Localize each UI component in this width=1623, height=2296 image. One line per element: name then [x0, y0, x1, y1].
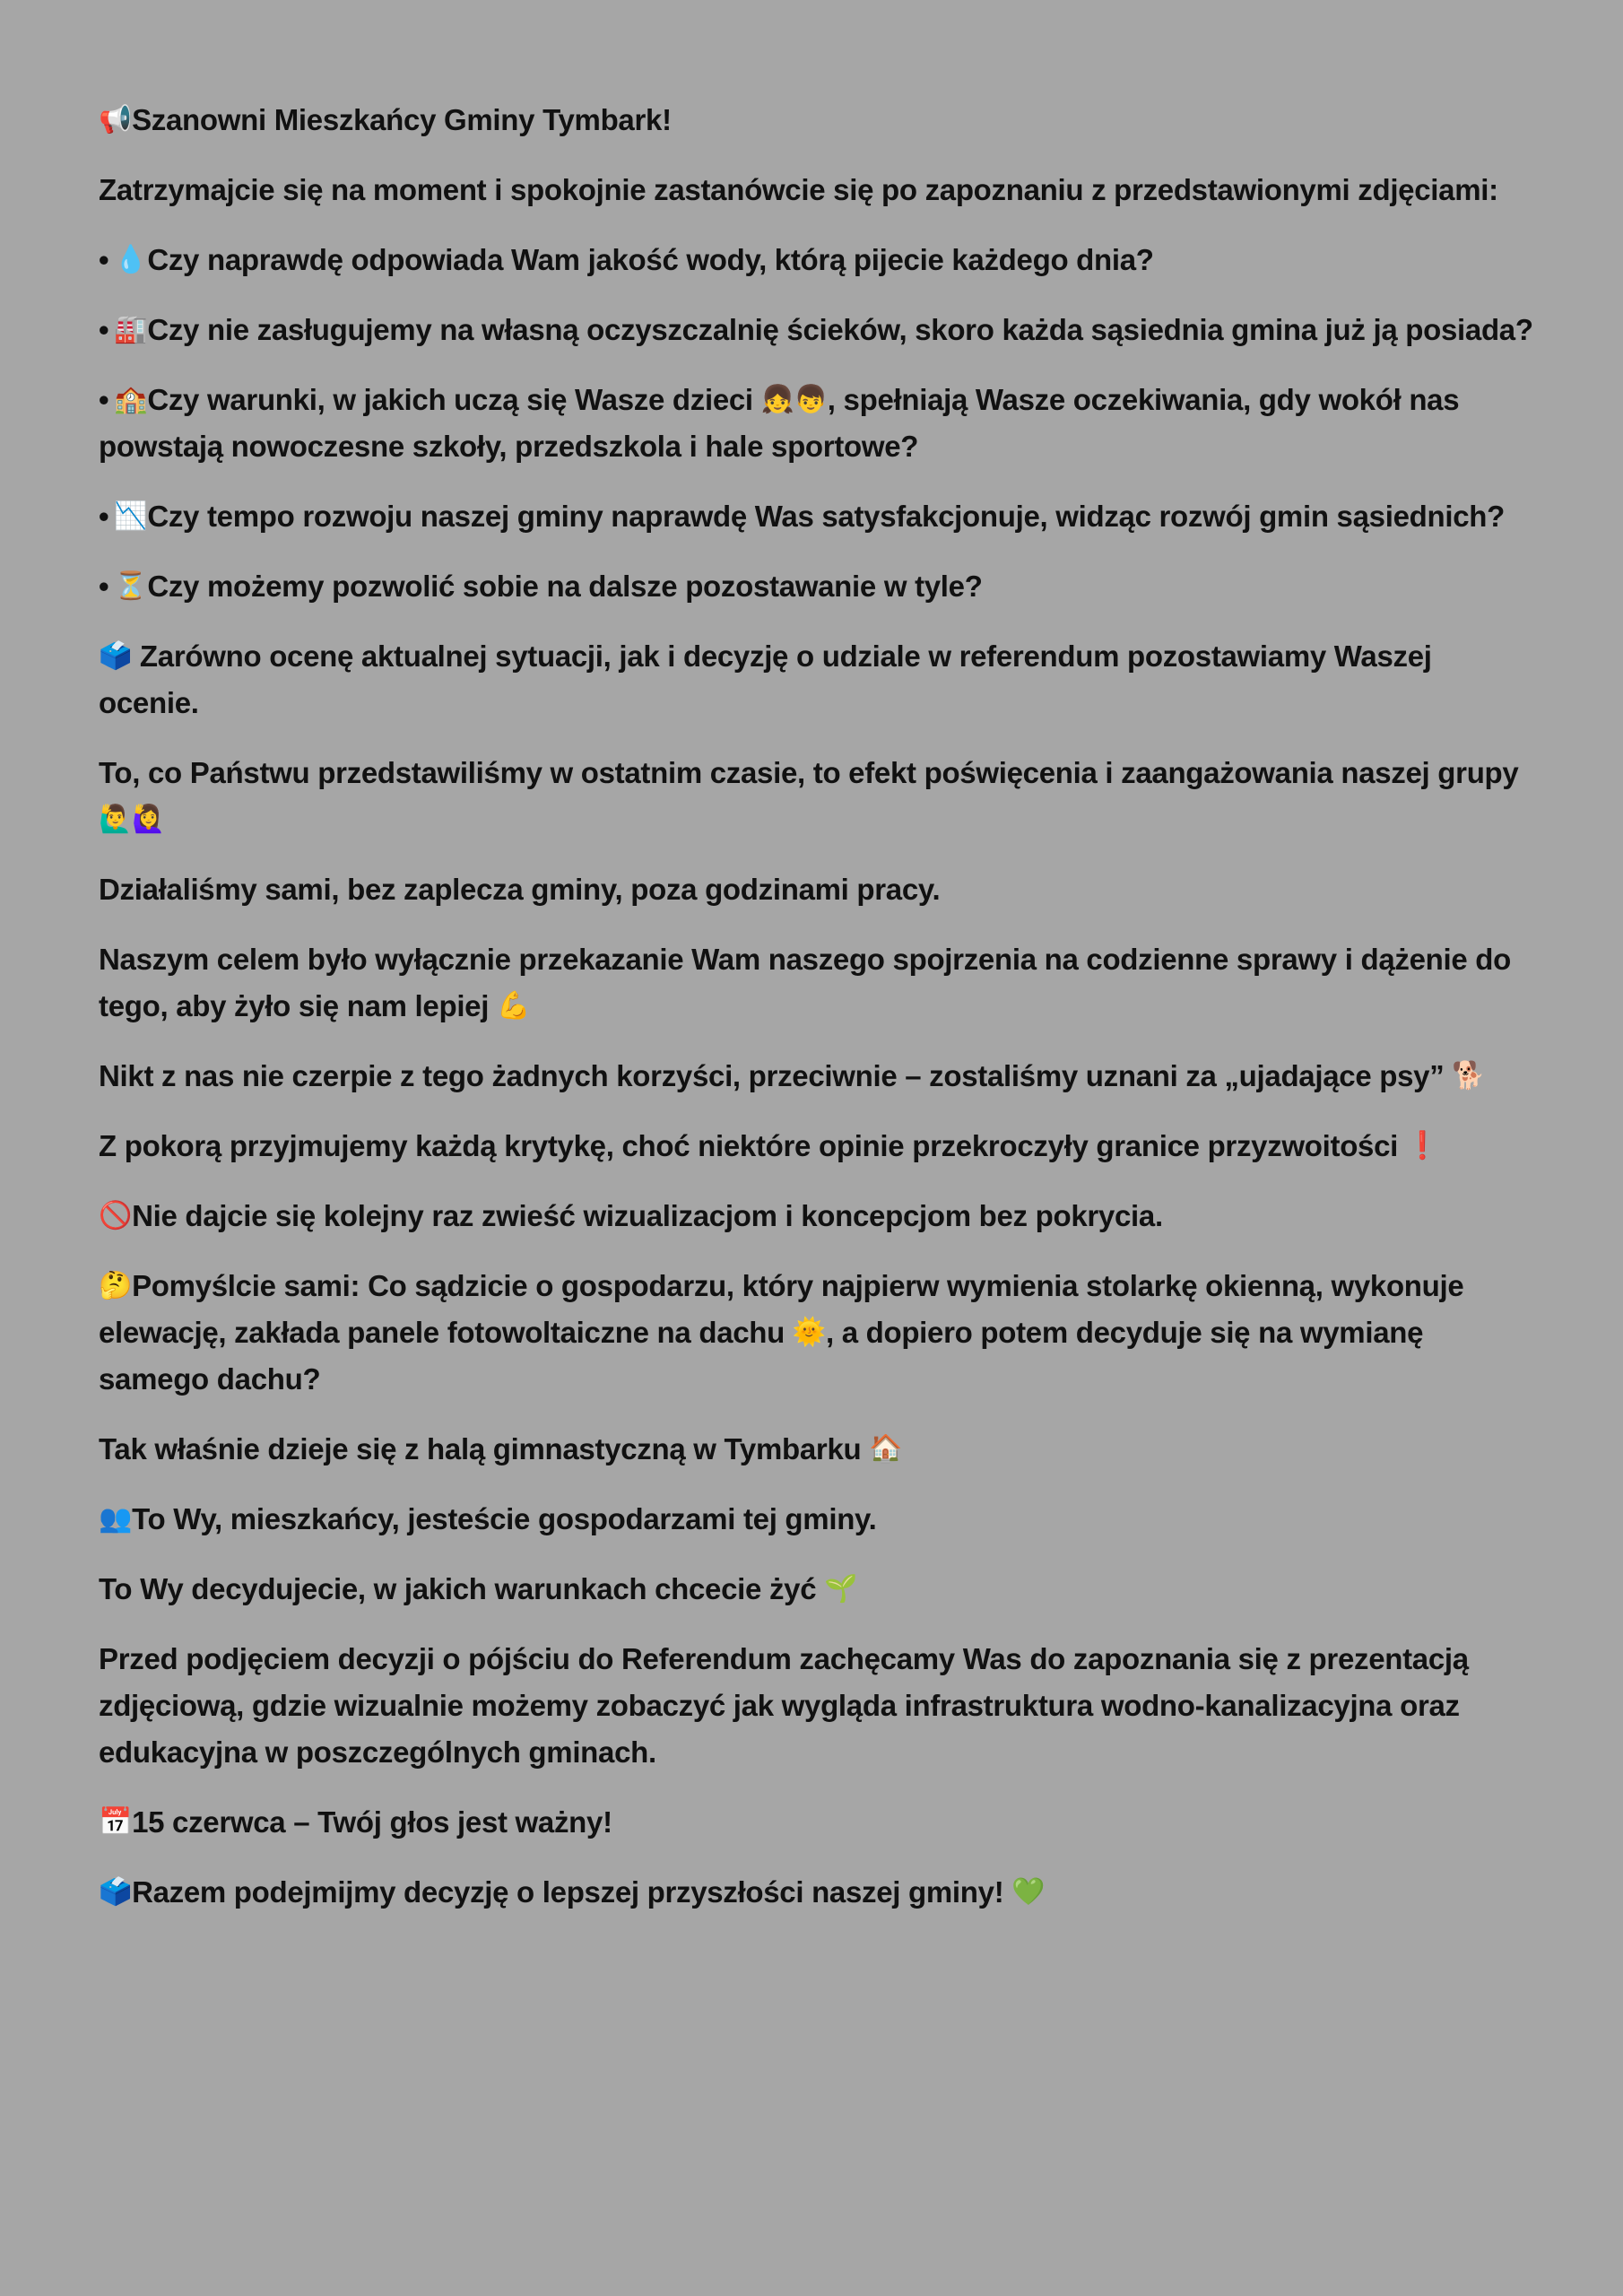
paragraph-text: To, co Państwu przedstawiliśmy w ostatnim czasie, to efekt poświęcenia i zaangażowania naszej grupy [99, 756, 1519, 789]
paragraph-text: To Wy decydujecie, w jakich warunkach chcecie żyć [99, 1572, 825, 1605]
question-text: Czy warunki, w jakich uczą się Wasze dzieci [147, 383, 761, 416]
calendar-icon: 📅 [99, 1806, 133, 1838]
bullet-marker: • [99, 383, 109, 416]
chart-decreasing-icon: 📉 [114, 500, 148, 532]
question-falling-behind [99, 563, 1533, 610]
paragraph-text-continued: , a dopiero potem decyduje się na wymianę samego dachu? [99, 1316, 1424, 1396]
question-water [99, 237, 1533, 283]
paragraph-text: Tak właśnie dzieje się z halą gimnastyczną w Tymbarku [99, 1432, 870, 1465]
children-icon: 👧👦 [760, 384, 828, 415]
question-text: Czy nie zasługujemy na własną oczyszczalnię ścieków, skoro każda sąsiednia gmina już ją posiada? [147, 313, 1533, 346]
question-schools [99, 377, 1533, 470]
megaphone-icon: 📢 [99, 104, 133, 135]
hourglass-icon: ⏳ [114, 570, 148, 602]
people-silhouette-icon: 👥 [99, 1503, 133, 1535]
paragraph-think [99, 1263, 1533, 1403]
paragraph-text: 15 czerwca – Twój głos jest ważny! [132, 1805, 612, 1839]
question-text: Czy naprawdę odpowiada Wam jakość wody, którą pijecie każdego dnia? [147, 243, 1154, 276]
paragraph-warning [99, 1193, 1533, 1239]
paragraph-text: Naszym celem było wyłącznie przekazanie Wam naszego spojrzenia na codzienne sprawy i dążenie do tego, aby żyło się nam lepiej [99, 943, 1511, 1022]
thinking-face-icon: 🤔 [99, 1270, 133, 1301]
paragraph-you-decide [99, 1566, 1533, 1613]
seedling-icon: 🌱 [824, 1573, 858, 1605]
paragraph-text: Nikt z nas nie czerpie z tego żadnych korzyści, przeciwnie – zostaliśmy uznani za „ujadające psy” [99, 1059, 1453, 1092]
green-heart-icon: 💚 [1011, 1876, 1046, 1908]
question-text: Czy możemy pozwolić sobie na dalsze pozostawanie w tyle? [147, 570, 983, 603]
paragraph-text: Przed podjęciem decyzji o pójściu do Referendum zachęcamy Was do zapoznania się z prezentacją zdjęciową, gdzie wizualnie możemy zobaczyć jak wygląda infrastruktura wodno-kanalizacyjna oraz edukacyjna w poszczególnych gminach. [99, 1642, 1469, 1769]
paragraph-text: Nie dajcie się kolejny raz zwieść wizualizacjom i koncepcjom bez pokrycia. [132, 1199, 1163, 1232]
factory-icon: 🏭 [114, 314, 148, 345]
ballot-box-icon: 🗳️ [99, 640, 133, 672]
document-body [99, 97, 1533, 1939]
paragraph-text: Z pokorą przyjmujemy każdą krytykę, choć niektóre opinie przekroczyły granice przyzwoitości [99, 1129, 1406, 1162]
sun-icon: 🌞 [792, 1317, 826, 1348]
question-development [99, 493, 1533, 540]
question-sewage [99, 307, 1533, 353]
house-icon: 🏠 [869, 1433, 903, 1465]
exclamation-icon: ❗ [1405, 1130, 1439, 1161]
paragraph-residents [99, 1496, 1533, 1543]
paragraph-assessment [99, 633, 1533, 726]
paragraph-date [99, 1799, 1533, 1846]
greeting-heading [99, 97, 1533, 144]
paragraph-goal [99, 936, 1533, 1030]
ballot-box-icon: 🗳️ [99, 1876, 133, 1908]
paragraph-text: Razem podejmijmy decyzję o lepszej przyszłości naszej gminy! [132, 1875, 1012, 1909]
bullet-marker: • [99, 500, 109, 533]
bullet-marker: • [99, 243, 109, 276]
paragraph-volunteer [99, 866, 1533, 913]
flexed-biceps-icon: 💪 [496, 990, 531, 1022]
paragraph-closing [99, 1869, 1533, 1916]
paragraph-presentation [99, 1636, 1533, 1776]
water-drop-icon: 💧 [114, 244, 148, 275]
paragraph-gym-hall [99, 1426, 1533, 1473]
question-text-continued: , spełniają Wasze oczekiwania, gdy wokół nas powstają nowoczesne szkoły, przedszkola i hale sportowe? [99, 383, 1460, 463]
paragraph-text: Działaliśmy sami, bez zaplecza gminy, poza godzinami pracy. [99, 873, 941, 906]
paragraph-no-benefit [99, 1053, 1533, 1100]
bullet-marker: • [99, 570, 109, 603]
school-icon: 🏫 [114, 384, 148, 415]
paragraph-text: Pomyślcie sami: Co sądzicie o gospodarzu, który najpierw wymienia stolarkę okienną, wykonuje elewację, zakłada panele fotowoltaiczne na dachu [99, 1269, 1464, 1349]
bullet-marker: • [99, 313, 109, 346]
prohibited-icon: 🚫 [99, 1200, 133, 1231]
question-text: Czy tempo rozwoju naszej gminy naprawdę Was satysfakcjonuje, widząc rozwój gmin sąsiednich? [147, 500, 1505, 533]
paragraph-criticism [99, 1123, 1533, 1170]
paragraph-text: To Wy, mieszkańcy, jesteście gospodarzami tej gminy. [132, 1502, 877, 1535]
intro-paragraph: Zatrzymajcie się na moment i spokojnie zastanówcie się po zapoznaniu z przedstawionymi zdjęciami: [99, 173, 1498, 206]
paragraph-effort [99, 750, 1533, 843]
paragraph-text: Zarówno ocenę aktualnej sytuacji, jak i decyzję o udziale w referendum pozostawiamy Waszej ocenie. [99, 639, 1432, 719]
people-raising-hands-icon: 🙋‍♂️🙋‍♀️ [99, 804, 166, 835]
greeting-text: Szanowni Mieszkańcy Gminy Tymbark! [132, 103, 672, 136]
dog-icon: 🐕 [1452, 1060, 1486, 1091]
